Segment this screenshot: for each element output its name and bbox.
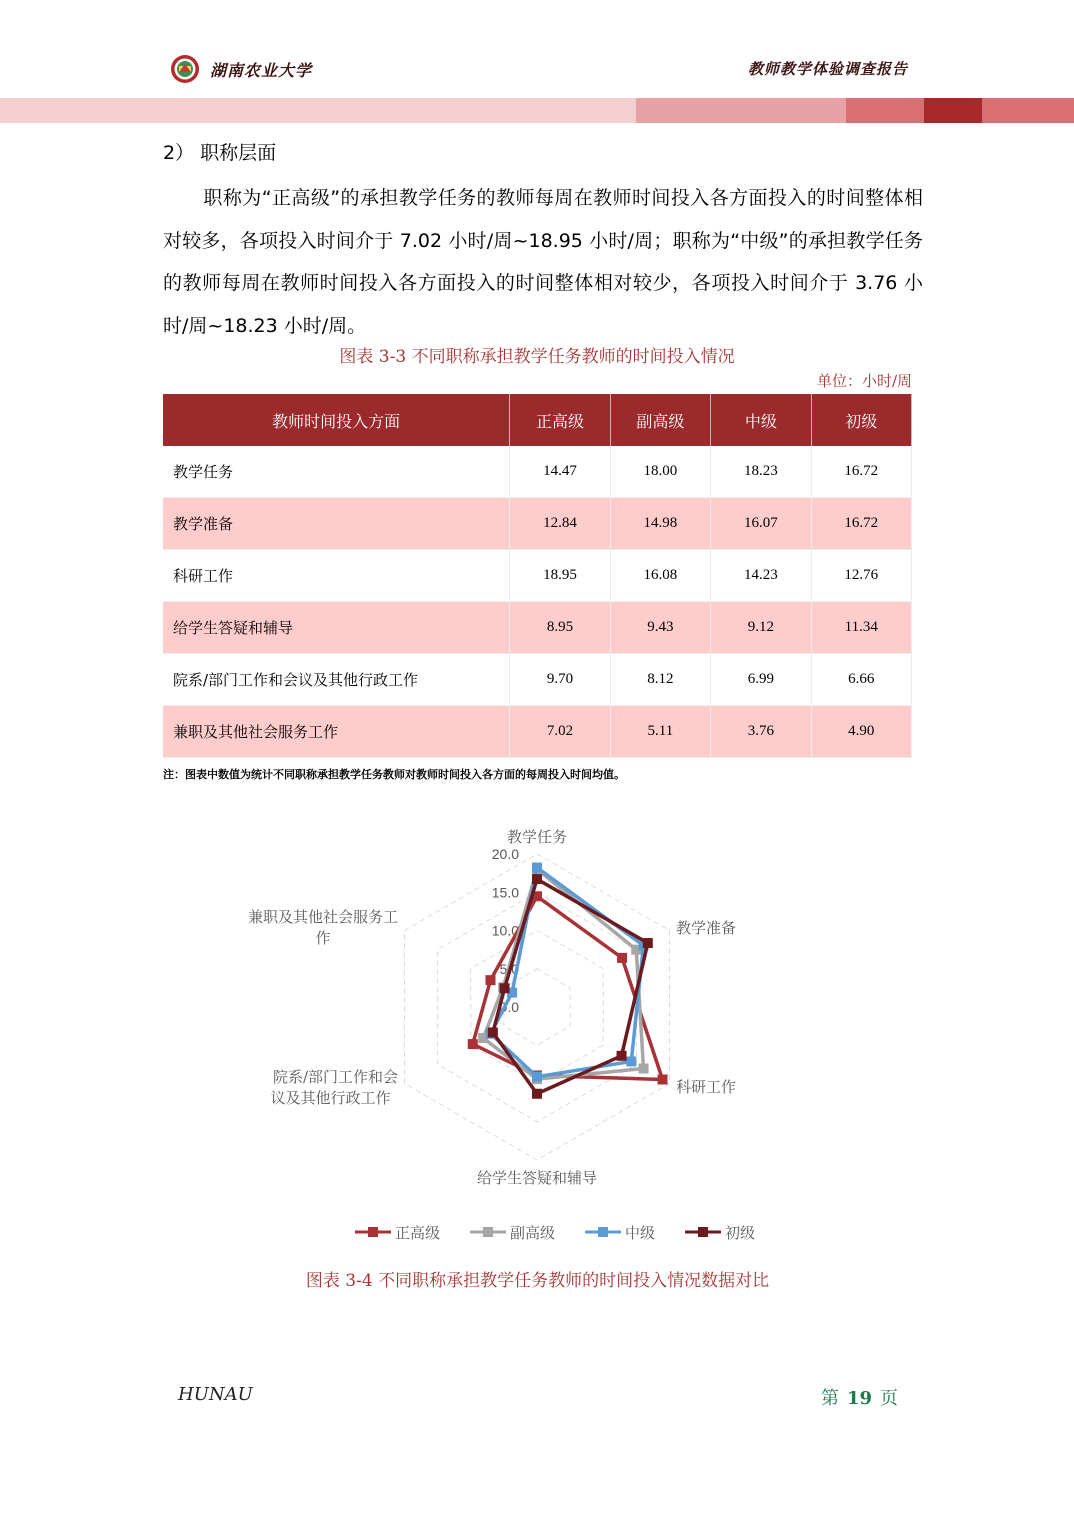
cell-value: 14.47 xyxy=(510,446,610,498)
cell-value: 9.43 xyxy=(610,602,710,654)
radar-grid-ring xyxy=(471,931,604,1084)
time-investment-table xyxy=(163,394,912,758)
radar-series-point xyxy=(626,1056,636,1066)
row-label: 教学准备 xyxy=(163,498,510,550)
radar-axis-label: 院系/部门工作和会 xyxy=(272,1068,398,1086)
header-band-5 xyxy=(982,98,1074,123)
section-heading: 2） 职称层面 xyxy=(163,142,277,164)
radar-series-point xyxy=(532,1089,542,1099)
header-band-1 xyxy=(0,98,636,123)
cell-value: 8.95 xyxy=(510,602,610,654)
table-row xyxy=(163,654,912,706)
legend-label: 中级 xyxy=(625,1224,656,1242)
university-name: 湖南农业大学 xyxy=(210,61,313,80)
radar-tick-label: 0.0 xyxy=(499,999,519,1015)
legend-swatch-marker xyxy=(698,1227,708,1237)
table-caption: 图表 3-3 不同职称承担教学任务教师的时间投入情况 xyxy=(339,347,735,367)
cell-value: 6.66 xyxy=(811,654,911,706)
header-cell: 初级 xyxy=(811,394,911,446)
radar-tick-label: 15.0 xyxy=(491,884,519,901)
table-header-row xyxy=(163,394,912,446)
legend-label: 初级 xyxy=(725,1224,756,1242)
legend-swatch-marker xyxy=(598,1227,608,1237)
legend-swatch-marker xyxy=(368,1227,378,1237)
cell-value: 16.72 xyxy=(811,446,911,498)
radar-series-point xyxy=(500,983,510,993)
header-band-3 xyxy=(846,98,924,123)
report-title: 教师教学体验调查报告 xyxy=(747,60,908,78)
cell-value: 3.76 xyxy=(711,706,811,758)
cell-value: 18.23 xyxy=(711,446,811,498)
radar-axis-label: 教学准备 xyxy=(676,919,737,937)
cell-value: 9.70 xyxy=(510,654,610,706)
header-cell: 教师时间投入方面 xyxy=(163,394,510,446)
legend-swatch-marker xyxy=(483,1227,493,1237)
table-row xyxy=(163,446,912,498)
radar-axis-label: 兼职及其他社会服务工 xyxy=(247,908,398,926)
row-label: 给学生答疑和辅导 xyxy=(163,602,510,654)
row-label: 科研工作 xyxy=(163,550,510,602)
cell-value: 14.98 xyxy=(610,498,710,550)
legend-label: 正高级 xyxy=(395,1224,441,1242)
radar-series-point xyxy=(488,1027,498,1037)
row-label: 教学任务 xyxy=(163,446,510,498)
table-row xyxy=(163,550,912,602)
paragraph-text: 职称为“正高级”的承担教学任务的教师每周在教师时间投入各方面投入的时间整体相对较多，各项投入时间介于 7.02 小时/周~18.95 小时/周；职称为“中级”的承担教学任务的教师每周在教师时间投入各方面投入的时间整体相对较少，各项投入时间介于 3.76 小时/周~18.23 小时/周。 xyxy=(163,187,923,337)
table-row xyxy=(163,498,912,550)
cell-value: 11.34 xyxy=(811,602,911,654)
radar-axis-label: 科研工作 xyxy=(676,1078,737,1096)
radar-series-point xyxy=(468,1039,478,1049)
page-suffix: 页 xyxy=(880,1388,898,1409)
table-row xyxy=(163,602,912,654)
cell-value: 12.76 xyxy=(811,550,911,602)
page-header xyxy=(0,0,1074,125)
radar-tick-label: 5.0 xyxy=(499,960,519,977)
radar-series-point xyxy=(485,975,495,985)
radar-series-point xyxy=(643,938,653,948)
header-band-2 xyxy=(636,98,846,123)
radar-chart xyxy=(200,815,880,1255)
cell-value: 7.02 xyxy=(510,706,610,758)
table-row xyxy=(163,706,912,758)
page-number-value: 19 xyxy=(846,1388,872,1409)
table-note: 注：图表中数值为统计不同职称承担教学任务教师对教师时间投入各方面的每周投入时间均值。 xyxy=(163,768,625,781)
page-prefix: 第 xyxy=(820,1388,839,1409)
table-unit: 单位：小时/周 xyxy=(816,372,912,390)
legend-label: 副高级 xyxy=(510,1224,556,1242)
radar-series-point xyxy=(658,1074,668,1084)
footer-logo: HUNAU xyxy=(178,1384,253,1405)
cell-value: 12.84 xyxy=(510,498,610,550)
radar-tick-label: 20.0 xyxy=(491,846,519,862)
page-number xyxy=(821,1384,898,1410)
university-seal-icon xyxy=(170,54,200,84)
radar-series-point xyxy=(617,1051,627,1061)
radar-axis-label: 作 xyxy=(315,929,331,947)
cell-value: 18.95 xyxy=(510,550,610,602)
radar-series-point xyxy=(532,863,542,873)
radar-series-point xyxy=(639,1064,649,1074)
cell-value: 18.00 xyxy=(610,446,710,498)
radar-axis-label: 议及其他行政工作 xyxy=(270,1089,391,1107)
cell-value: 16.07 xyxy=(711,498,811,550)
body-paragraph xyxy=(163,177,923,347)
cell-value: 4.90 xyxy=(811,706,911,758)
radar-series-point xyxy=(532,874,542,884)
cell-value: 6.99 xyxy=(711,654,811,706)
radar-series-point xyxy=(617,953,627,963)
cell-value: 9.12 xyxy=(711,602,811,654)
header-cell: 正高级 xyxy=(510,394,610,446)
header-cell: 中级 xyxy=(711,394,811,446)
header-cell: 副高级 xyxy=(610,394,710,446)
cell-value: 16.08 xyxy=(610,550,710,602)
radar-axis-label: 给学生答疑和辅导 xyxy=(476,1169,598,1187)
row-label: 院系/部门工作和会议及其他行政工作 xyxy=(163,654,510,706)
radar-series-point xyxy=(532,1072,542,1082)
header-band-4 xyxy=(924,98,982,123)
figure-caption: 图表 3-4 不同职称承担教学任务教师的时间投入情况数据对比 xyxy=(305,1271,770,1291)
cell-value: 14.23 xyxy=(711,550,811,602)
row-label: 兼职及其他社会服务工作 xyxy=(163,706,510,758)
cell-value: 16.72 xyxy=(811,498,911,550)
radar-axis-label: 教学任务 xyxy=(506,828,568,846)
radar-tick-label: 10.0 xyxy=(491,922,519,939)
cell-value: 8.12 xyxy=(610,654,710,706)
cell-value: 5.11 xyxy=(610,706,710,758)
